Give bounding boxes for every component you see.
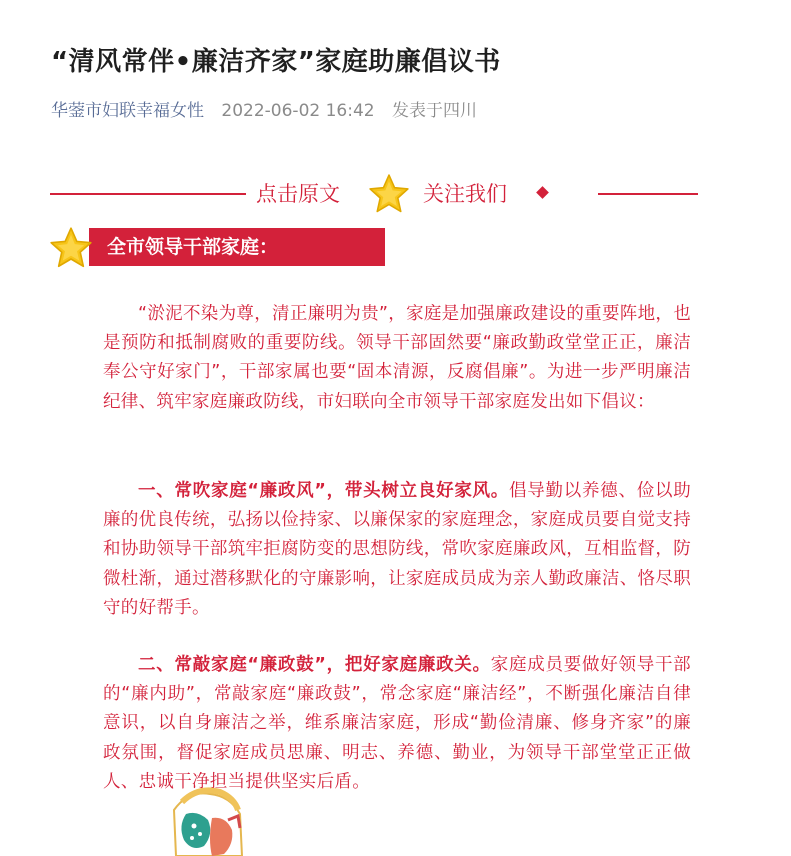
section-heading-banner (49, 226, 349, 270)
initiative-2-text: 家庭成员要做好领导干部的“廉内助”，常敲家庭“廉政鼓”，常念家庭“廉洁经”，不断强化廉洁自律意识，以自身廉洁之举，维系廉洁家庭，形成“勤俭清廉、修身齐家”的廉政氛围，督促家庭成员思廉、明志、养德、勤业，为领导干部堂堂正正做人、忠诚干净担当提供坚实后盾。 (103, 655, 691, 792)
star-icon (368, 173, 410, 215)
article-title: “清风常伴•廉洁齐家”家庭助廉倡议书 (51, 47, 501, 77)
initiative-1-text: 倡导勤以养德、俭以助廉的优良传统，弘扬以俭持家、以廉保家的家庭理念，家庭成员要自觉支持和协助领导干部筑牢拒腐防变的思想防线，常吹家庭廉政风，互相监督，防微杜渐，通过潜移默化的守廉影响，让家庭成员成为亲人勤政廉洁、恪尽职守的好帮手。 (103, 481, 692, 618)
publish-time: 2022-06-02 16:42 (221, 101, 375, 121)
diamond-icon (536, 186, 549, 199)
initiative-2-heading: 二、常敲家庭“廉政鼓”，把好家庭廉政关。 (138, 655, 491, 675)
publish-location: 发表于四川 (392, 101, 478, 121)
initiative-1-heading: 一、常吹家庭“廉政风”，带头树立良好家风。 (138, 481, 510, 501)
author-link[interactable]: 华蓥市妇联幸福女性 (51, 101, 204, 121)
decorative-sticker-icon (168, 780, 248, 856)
header-decoration (50, 175, 650, 213)
read-original-link[interactable]: 点击原文 (256, 182, 340, 206)
intro-paragraph: “淤泥不染为尊，清正廉明为贵”，家庭是加强廉政建设的重要阵地，也是预防和抵制腐败的重要防线。领导干部固然要“廉政勤政堂堂正正，廉洁奉公守好家门”，干部家属也要“固本清源，反腐倡廉”。为进一步严明廉洁纪律、筑牢家庭廉政防线，市妇联向全市领导干部家庭发出如下倡议： (103, 304, 691, 412)
article-meta (51, 98, 477, 124)
section-heading: 全市领导干部家庭： (107, 236, 279, 258)
divider-line-left (50, 193, 246, 195)
initiative-paragraph-2 (103, 651, 691, 797)
follow-us-link[interactable]: 关注我们 (423, 182, 507, 206)
star-icon (49, 226, 93, 270)
divider-line-right (598, 193, 698, 195)
initiative-paragraph-1 (103, 477, 691, 623)
